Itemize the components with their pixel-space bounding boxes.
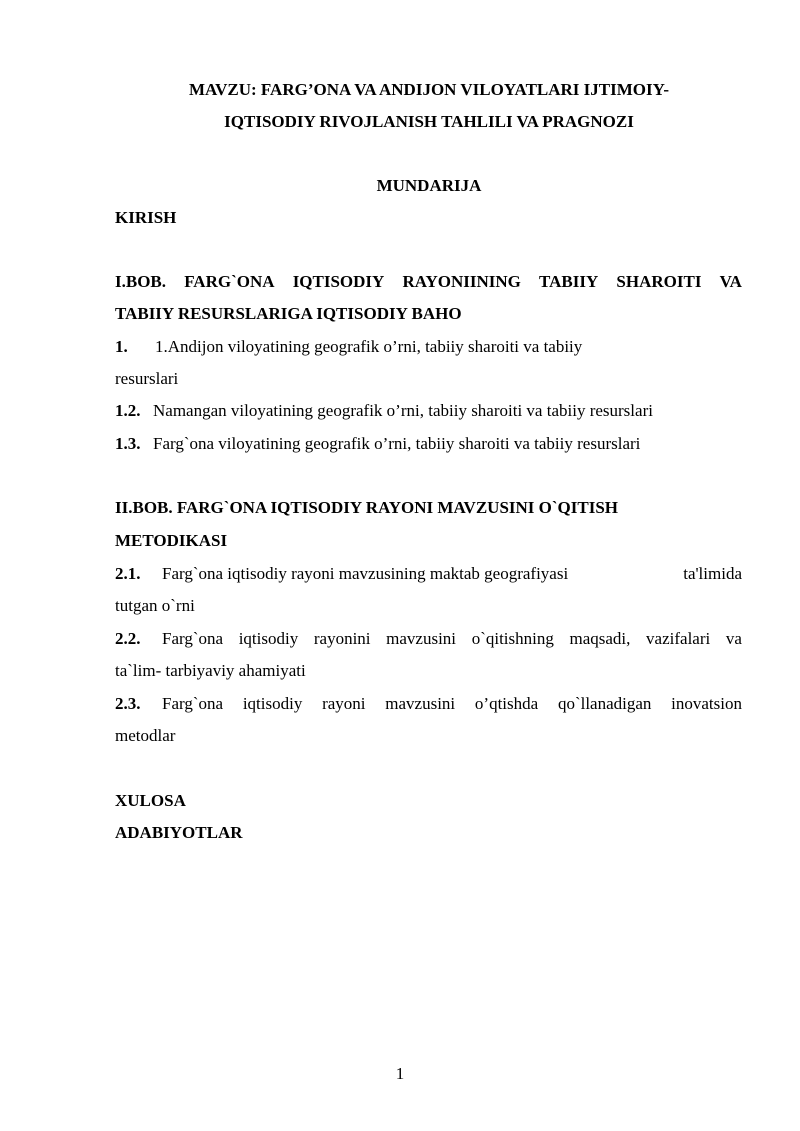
item-word: rayoni (322, 694, 366, 713)
conclusion-entry: XULOSA (115, 791, 186, 810)
item-lead (115, 558, 568, 590)
page-number: 1 (395, 1064, 405, 1083)
item-text: 1.Andijon viloyatining geografik o’rni, tabiiy sharoiti va tabiiy (155, 337, 583, 356)
item-number: 2.1. (115, 564, 141, 583)
item-word: mavzusini (386, 629, 457, 648)
item-word: Farg`ona (162, 694, 224, 713)
item-word: inovatsion (671, 694, 742, 713)
item-number: 2.3. (115, 694, 141, 713)
item-word: vazifalari (646, 629, 711, 648)
chapter1-item-3 (115, 428, 742, 460)
chapter1-heading-word: FARG`ONA (184, 272, 275, 291)
chapter1-heading-word: TABIIY (539, 272, 599, 291)
chapter1-heading-word: RAYONIINING (402, 272, 521, 291)
chapter1-item-2 (115, 395, 742, 427)
chapter2-item-2-continuation: ta`lim- tarbiyaviy ahamiyati (115, 661, 306, 680)
chapter1-heading-line-1 (115, 266, 742, 298)
chapter2-item-1 (115, 558, 742, 590)
chapter2-item-3 (115, 688, 742, 720)
chapter2-item-3-continuation: metodlar (115, 726, 176, 745)
item-lead (115, 623, 223, 655)
item-text: Farg`ona iqtisodiy rayoni mavzusining maktab geografiyasi (162, 564, 569, 583)
item-text: Farg`ona viloyatining geografik o’rni, tabiiy sharoiti va tabiiy resurslari (153, 434, 641, 453)
item-text: Namangan viloyatining geografik o’rni, tabiiy sharoiti va tabiiy resurslari (153, 401, 653, 420)
item-word: o`qitishning (471, 629, 554, 648)
item-number: 1.3. (115, 434, 141, 453)
chapter2-heading-line-1: II.BOB. FARG`ONA IQTISODIY RAYONI MAVZUSINI O`QITISH (115, 498, 619, 517)
item-lead (115, 688, 223, 720)
item-word: ta'limida (683, 564, 742, 583)
chapter1-heading-word: VA (719, 272, 742, 291)
item-number: 1. (115, 337, 128, 356)
references-entry: ADABIYOTLAR (115, 823, 243, 842)
chapter1-heading-line-2: TABIIY RESURSLARIGA IQTISODIY BAHO (115, 304, 462, 323)
chapter2-item-1-continuation: tutgan o`rni (115, 596, 195, 615)
chapter1-heading-word: I.BOB. (115, 272, 167, 291)
chapter2-heading-line-2: METODIKASI (115, 531, 228, 550)
item-word: iqtisodiy (242, 694, 303, 713)
item-word: rayonini (313, 629, 371, 648)
item-number: 1.2. (115, 401, 141, 420)
item-word: o’qtishda (474, 694, 539, 713)
chapter1-item-1-continuation: resurslari (115, 369, 179, 388)
item-word: mavzusini (385, 694, 456, 713)
contents-heading: MUNDARIJA (376, 176, 482, 195)
item-word: iqtisodiy (238, 629, 299, 648)
chapter1-item-1 (115, 331, 742, 363)
chapter1-heading-word: SHAROITI (616, 272, 702, 291)
item-word: qo`llanadigan (557, 694, 652, 713)
chapter1-heading-word: IQTISODIY (292, 272, 385, 291)
item-word: Farg`ona (162, 629, 224, 648)
intro-entry: KIRISH (115, 208, 177, 227)
item-word: va (725, 629, 742, 648)
chapter2-item-2 (115, 623, 742, 655)
item-word: maqsadi, (569, 629, 631, 648)
document-title-line-2: IQTISODIY RIVOJLANISH TAHLILI VA PRAGNOZI (224, 112, 634, 131)
item-number: 2.2. (115, 629, 141, 648)
document-title-line-1: MAVZU: FARG’ONA VA ANDIJON VILOYATLARI IJTIMOIY- (188, 80, 670, 99)
